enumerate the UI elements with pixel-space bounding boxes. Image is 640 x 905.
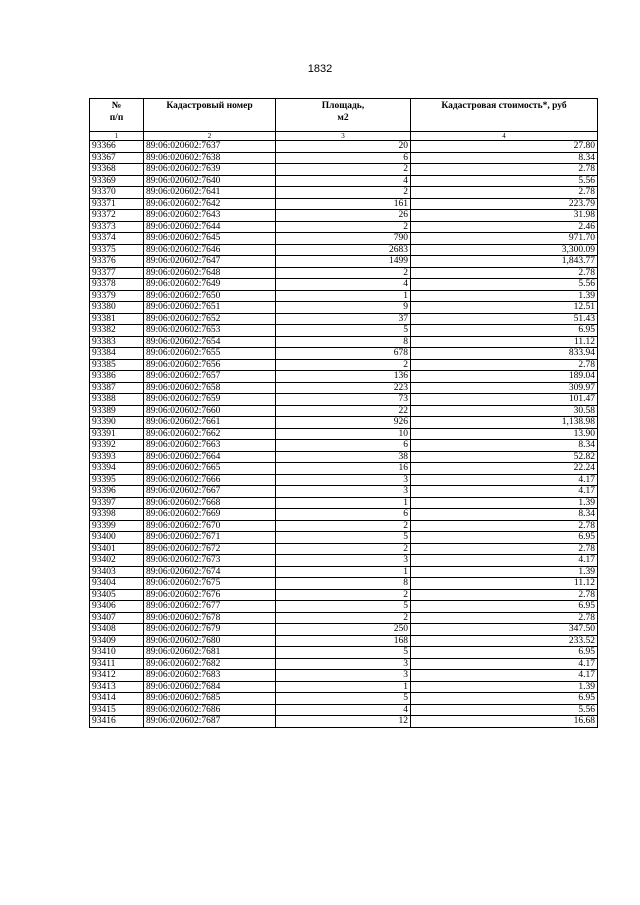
- area-value: 2: [276, 520, 411, 532]
- area-value: 2: [276, 164, 411, 176]
- row-number: 93376: [90, 256, 144, 268]
- table-row: [90, 670, 598, 682]
- cadastral-cost: 233.52: [411, 635, 598, 647]
- area-value: 3: [276, 555, 411, 567]
- area-value: 3: [276, 474, 411, 486]
- area-value: 22: [276, 405, 411, 417]
- table-row: [90, 221, 598, 233]
- cadastral-number: 89:06:020602:7678: [144, 612, 276, 624]
- cadastral-cost: 6.95: [411, 532, 598, 544]
- table-row: [90, 589, 598, 601]
- area-value: 4: [276, 175, 411, 187]
- table-row: [90, 451, 598, 463]
- cadastral-cost: 3,300.09: [411, 244, 598, 256]
- area-value: 2: [276, 221, 411, 233]
- table-row: [90, 210, 598, 222]
- table-row: [90, 244, 598, 256]
- cadastral-cost: 4.17: [411, 555, 598, 567]
- cadastral-number: 89:06:020602:7647: [144, 256, 276, 268]
- cadastral-cost: 30.58: [411, 405, 598, 417]
- cadastral-number: 89:06:020602:7655: [144, 348, 276, 360]
- table-row: [90, 394, 598, 406]
- row-number: 93371: [90, 198, 144, 210]
- table-row: [90, 164, 598, 176]
- table-row: [90, 417, 598, 429]
- cadastral-cost: 2.78: [411, 359, 598, 371]
- table-row: [90, 175, 598, 187]
- cadastral-cost: 1.39: [411, 290, 598, 302]
- table-row: [90, 440, 598, 452]
- row-number: 93378: [90, 279, 144, 291]
- table-row: [90, 647, 598, 659]
- row-number: 93412: [90, 670, 144, 682]
- area-value: 2: [276, 543, 411, 555]
- cadastral-cost: 2.46: [411, 221, 598, 233]
- row-number: 93388: [90, 394, 144, 406]
- cadastral-cost: 16.68: [411, 716, 598, 728]
- cadastral-cost: 6.95: [411, 325, 598, 337]
- table-row: [90, 279, 598, 291]
- cadastral-cost: 5.56: [411, 704, 598, 716]
- table-row: [90, 681, 598, 693]
- table-row: [90, 463, 598, 475]
- cadastral-cost: 6.95: [411, 647, 598, 659]
- row-number: 93396: [90, 486, 144, 498]
- header-cadastral-number: [144, 99, 276, 132]
- cadastral-number: 89:06:020602:7665: [144, 463, 276, 475]
- table-row: [90, 313, 598, 325]
- header-area-label: Площадь, м2: [321, 101, 365, 123]
- table-row: [90, 658, 598, 670]
- cadastral-number: 89:06:020602:7651: [144, 302, 276, 314]
- cadastral-cost: 6.95: [411, 693, 598, 705]
- area-value: 9: [276, 302, 411, 314]
- row-number: 93413: [90, 681, 144, 693]
- cadastral-cost: 12.51: [411, 302, 598, 314]
- cadastral-number: 89:06:020602:7652: [144, 313, 276, 325]
- table-row: [90, 543, 598, 555]
- row-number: 93399: [90, 520, 144, 532]
- area-value: 161: [276, 198, 411, 210]
- row-number: 93386: [90, 371, 144, 383]
- cadastral-cost: 1,843.77: [411, 256, 598, 268]
- cadastral-number: 89:06:020602:7687: [144, 716, 276, 728]
- area-value: 3: [276, 486, 411, 498]
- row-number: 93407: [90, 612, 144, 624]
- cadastral-cost: 51.43: [411, 313, 598, 325]
- table-row: [90, 302, 598, 314]
- cadastral-cost: 5.56: [411, 175, 598, 187]
- cadastral-cost: 6.95: [411, 601, 598, 613]
- cadastral-number: 89:06:020602:7642: [144, 198, 276, 210]
- area-value: 4: [276, 279, 411, 291]
- cadastral-cost: 309.97: [411, 382, 598, 394]
- header-cadastral-label: Кадастровый номер: [166, 101, 253, 111]
- area-value: 5: [276, 532, 411, 544]
- column-number: 4: [411, 132, 598, 141]
- table-row: [90, 152, 598, 164]
- table-row: [90, 532, 598, 544]
- row-number: 93411: [90, 658, 144, 670]
- cadastral-number: 89:06:020602:7670: [144, 520, 276, 532]
- cadastral-number: 89:06:020602:7677: [144, 601, 276, 613]
- row-number: 93400: [90, 532, 144, 544]
- row-number: 93375: [90, 244, 144, 256]
- area-value: 10: [276, 428, 411, 440]
- cadastral-cost: 2.78: [411, 543, 598, 555]
- row-number: 93389: [90, 405, 144, 417]
- row-number: 93377: [90, 267, 144, 279]
- cadastral-number: 89:06:020602:7650: [144, 290, 276, 302]
- area-value: 168: [276, 635, 411, 647]
- cadastral-cost: 8.34: [411, 509, 598, 521]
- table-body: [90, 141, 598, 728]
- area-value: 6: [276, 440, 411, 452]
- column-number-row: [90, 132, 598, 141]
- area-value: 26: [276, 210, 411, 222]
- row-number: 93390: [90, 417, 144, 429]
- table-row: [90, 187, 598, 199]
- column-number: 3: [276, 132, 411, 141]
- row-number: 93415: [90, 704, 144, 716]
- row-number: 93381: [90, 313, 144, 325]
- header-no-label: № п/п: [109, 101, 124, 123]
- cadastral-number: 89:06:020602:7675: [144, 578, 276, 590]
- cadastral-cost: 5.56: [411, 279, 598, 291]
- table-row: [90, 428, 598, 440]
- cadastral-number: 89:06:020602:7664: [144, 451, 276, 463]
- cadastral-cost: 1,138.98: [411, 417, 598, 429]
- area-value: 5: [276, 647, 411, 659]
- table-row: [90, 233, 598, 245]
- table-row: [90, 359, 598, 371]
- cadastral-number: 89:06:020602:7662: [144, 428, 276, 440]
- column-number: 1: [90, 132, 144, 141]
- cadastral-number: 89:06:020602:7686: [144, 704, 276, 716]
- row-number: 93383: [90, 336, 144, 348]
- cadastral-number: 89:06:020602:7649: [144, 279, 276, 291]
- cadastral-number: 89:06:020602:7672: [144, 543, 276, 555]
- area-value: 38: [276, 451, 411, 463]
- row-number: 93379: [90, 290, 144, 302]
- table-row: [90, 141, 598, 153]
- row-number: 93403: [90, 566, 144, 578]
- cadastral-cost: 27.80: [411, 141, 598, 153]
- table-row: [90, 624, 598, 636]
- cadastral-cost: 2.78: [411, 267, 598, 279]
- header-no: [90, 99, 144, 132]
- area-value: 20: [276, 141, 411, 153]
- cadastral-cost: 31.98: [411, 210, 598, 222]
- area-value: 5: [276, 693, 411, 705]
- area-value: 12: [276, 716, 411, 728]
- row-number: 93373: [90, 221, 144, 233]
- header-cost-label: Кадастровая стоимость*, руб: [441, 101, 567, 111]
- cadastral-number: 89:06:020602:7659: [144, 394, 276, 406]
- cadastral-cost: 2.78: [411, 164, 598, 176]
- cadastral-number: 89:06:020602:7669: [144, 509, 276, 521]
- area-value: 16: [276, 463, 411, 475]
- area-value: 2: [276, 267, 411, 279]
- table-row: [90, 486, 598, 498]
- cadastral-number: 89:06:020602:7684: [144, 681, 276, 693]
- cadastral-number: 89:06:020602:7663: [144, 440, 276, 452]
- area-value: 250: [276, 624, 411, 636]
- table-row: [90, 566, 598, 578]
- area-value: 1: [276, 290, 411, 302]
- cadastral-cost: 11.12: [411, 578, 598, 590]
- area-value: 3: [276, 658, 411, 670]
- area-value: 136: [276, 371, 411, 383]
- area-value: 1499: [276, 256, 411, 268]
- cadastral-number: 89:06:020602:7641: [144, 187, 276, 199]
- row-number: 93410: [90, 647, 144, 659]
- cadastral-number: 89:06:020602:7667: [144, 486, 276, 498]
- cadastral-number: 89:06:020602:7679: [144, 624, 276, 636]
- cadastral-number: 89:06:020602:7645: [144, 233, 276, 245]
- area-value: 4: [276, 704, 411, 716]
- cadastral-number: 89:06:020602:7646: [144, 244, 276, 256]
- area-value: 2: [276, 612, 411, 624]
- row-number: 93414: [90, 693, 144, 705]
- cadastral-number: 89:06:020602:7674: [144, 566, 276, 578]
- cadastral-number: 89:06:020602:7643: [144, 210, 276, 222]
- area-value: 6: [276, 509, 411, 521]
- cadastral-cost: 223.79: [411, 198, 598, 210]
- row-number: 93391: [90, 428, 144, 440]
- cadastral-cost: 11.12: [411, 336, 598, 348]
- table-row: [90, 474, 598, 486]
- area-value: 8: [276, 336, 411, 348]
- cadastral-cost: 52.82: [411, 451, 598, 463]
- cadastral-cost: 8.34: [411, 440, 598, 452]
- area-value: 1: [276, 566, 411, 578]
- area-value: 2683: [276, 244, 411, 256]
- row-number: 93370: [90, 187, 144, 199]
- cadastral-number: 89:06:020602:7668: [144, 497, 276, 509]
- table-row: [90, 635, 598, 647]
- column-number: 2: [144, 132, 276, 141]
- cadastral-cost: 13.90: [411, 428, 598, 440]
- table-row: [90, 336, 598, 348]
- area-value: 6: [276, 152, 411, 164]
- area-value: 5: [276, 601, 411, 613]
- area-value: 5: [276, 325, 411, 337]
- row-number: 93395: [90, 474, 144, 486]
- cadastral-cost: 2.78: [411, 520, 598, 532]
- table-row: [90, 704, 598, 716]
- cadastral-cost: 4.17: [411, 474, 598, 486]
- table-row: [90, 348, 598, 360]
- row-number: 93405: [90, 589, 144, 601]
- area-value: 223: [276, 382, 411, 394]
- row-number: 93394: [90, 463, 144, 475]
- cadastral-number: 89:06:020602:7638: [144, 152, 276, 164]
- table-row: [90, 256, 598, 268]
- cadastral-cost: 4.17: [411, 670, 598, 682]
- cadastral-cost: 1.39: [411, 566, 598, 578]
- area-value: 1: [276, 681, 411, 693]
- table-row: [90, 578, 598, 590]
- cadastral-number: 89:06:020602:7644: [144, 221, 276, 233]
- cadastral-number: 89:06:020602:7658: [144, 382, 276, 394]
- cadastral-cost: 4.17: [411, 658, 598, 670]
- cadastral-cost: 2.78: [411, 589, 598, 601]
- table-row: [90, 325, 598, 337]
- table-row: [90, 612, 598, 624]
- cadastral-number: 89:06:020602:7637: [144, 141, 276, 153]
- row-number: 93367: [90, 152, 144, 164]
- row-number: 93397: [90, 497, 144, 509]
- row-number: 93374: [90, 233, 144, 245]
- cadastral-number: 89:06:020602:7681: [144, 647, 276, 659]
- table-row: [90, 693, 598, 705]
- row-number: 93398: [90, 509, 144, 521]
- row-number: 93382: [90, 325, 144, 337]
- table-row: [90, 601, 598, 613]
- cadastral-cost: 1.39: [411, 497, 598, 509]
- cadastral-cost: 101.47: [411, 394, 598, 406]
- row-number: 93416: [90, 716, 144, 728]
- row-number: 93369: [90, 175, 144, 187]
- area-value: 73: [276, 394, 411, 406]
- table-row: [90, 497, 598, 509]
- cadastral-cost: 2.78: [411, 612, 598, 624]
- cadastral-cost: 971.70: [411, 233, 598, 245]
- row-number: 93392: [90, 440, 144, 452]
- header-area: [276, 99, 411, 132]
- row-number: 93401: [90, 543, 144, 555]
- header-row: [90, 99, 598, 132]
- cadastral-number: 89:06:020602:7660: [144, 405, 276, 417]
- table-row: [90, 267, 598, 279]
- cadastral-number: 89:06:020602:7661: [144, 417, 276, 429]
- row-number: 93393: [90, 451, 144, 463]
- page-number: 1832: [307, 63, 333, 75]
- cadastral-cost: 347.50: [411, 624, 598, 636]
- table-row: [90, 509, 598, 521]
- cadastral-number: 89:06:020602:7680: [144, 635, 276, 647]
- cadastral-number: 89:06:020602:7685: [144, 693, 276, 705]
- row-number: 93366: [90, 141, 144, 153]
- table-row: [90, 290, 598, 302]
- area-value: 37: [276, 313, 411, 325]
- cadastral-number: 89:06:020602:7666: [144, 474, 276, 486]
- cadastral-number: 89:06:020602:7648: [144, 267, 276, 279]
- cadastral-cost: 4.17: [411, 486, 598, 498]
- table-row: [90, 371, 598, 383]
- cadastral-number: 89:06:020602:7639: [144, 164, 276, 176]
- area-value: 2: [276, 187, 411, 199]
- area-value: 1: [276, 497, 411, 509]
- cadastral-table: [89, 98, 598, 728]
- table-row: [90, 716, 598, 728]
- row-number: 93384: [90, 348, 144, 360]
- cadastral-cost: 833.94: [411, 348, 598, 360]
- row-number: 93372: [90, 210, 144, 222]
- row-number: 93408: [90, 624, 144, 636]
- row-number: 93406: [90, 601, 144, 613]
- cadastral-number: 89:06:020602:7653: [144, 325, 276, 337]
- area-value: 8: [276, 578, 411, 590]
- area-value: 790: [276, 233, 411, 245]
- area-value: 3: [276, 670, 411, 682]
- row-number: 93387: [90, 382, 144, 394]
- row-number: 93404: [90, 578, 144, 590]
- table-row: [90, 198, 598, 210]
- cadastral-cost: 1.39: [411, 681, 598, 693]
- area-value: 2: [276, 359, 411, 371]
- row-number: 93385: [90, 359, 144, 371]
- row-number: 93368: [90, 164, 144, 176]
- cadastral-number: 89:06:020602:7676: [144, 589, 276, 601]
- area-value: 678: [276, 348, 411, 360]
- table-row: [90, 405, 598, 417]
- table-row: [90, 555, 598, 567]
- cadastral-cost: 22.24: [411, 463, 598, 475]
- cadastral-cost: 2.78: [411, 187, 598, 199]
- cadastral-number: 89:06:020602:7682: [144, 658, 276, 670]
- cadastral-cost: 8.34: [411, 152, 598, 164]
- table-row: [90, 520, 598, 532]
- row-number: 93402: [90, 555, 144, 567]
- cadastral-number: 89:06:020602:7656: [144, 359, 276, 371]
- cadastral-number: 89:06:020602:7654: [144, 336, 276, 348]
- header-cadastral-cost: [411, 99, 598, 132]
- cadastral-cost: 189.04: [411, 371, 598, 383]
- table-row: [90, 382, 598, 394]
- row-number: 93409: [90, 635, 144, 647]
- cadastral-number: 89:06:020602:7657: [144, 371, 276, 383]
- area-value: 2: [276, 589, 411, 601]
- cadastral-number: 89:06:020602:7671: [144, 532, 276, 544]
- cadastral-number: 89:06:020602:7673: [144, 555, 276, 567]
- cadastral-number: 89:06:020602:7640: [144, 175, 276, 187]
- cadastral-number: 89:06:020602:7683: [144, 670, 276, 682]
- row-number: 93380: [90, 302, 144, 314]
- area-value: 926: [276, 417, 411, 429]
